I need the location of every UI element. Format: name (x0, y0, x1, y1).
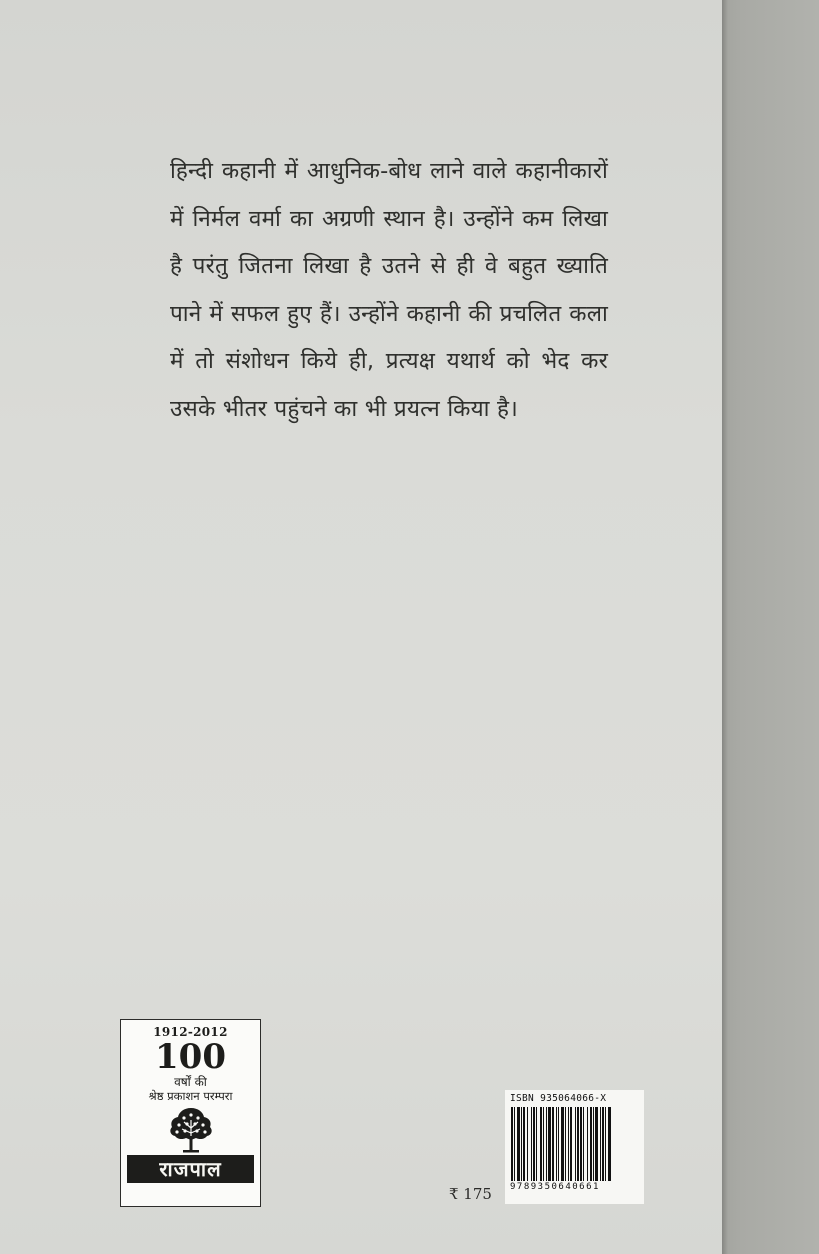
barcode-bar (580, 1107, 582, 1181)
barcode-bar (587, 1107, 588, 1181)
barcode-bar (548, 1107, 551, 1181)
barcode-bar (565, 1107, 566, 1181)
barcode-bar (527, 1107, 528, 1181)
book-spine (722, 0, 819, 1254)
spine-shadow (722, 0, 728, 1254)
barcode-bar (577, 1107, 579, 1181)
publisher-logo: राजपाल (127, 1155, 254, 1183)
barcode-bar (575, 1107, 576, 1181)
blurb-line: कहानीकारों में निर्मल वर्मा का अग्रणी स्थान है। (170, 158, 608, 232)
barcode-bar (514, 1107, 515, 1181)
blurb-line: उन्होंने कहानी की प्रचलित कला में तो संशोधन (170, 300, 608, 374)
barcode-bar (558, 1107, 559, 1181)
barcode-bar (600, 1107, 601, 1181)
barcode-bar (531, 1107, 532, 1181)
blurb-text (170, 148, 608, 433)
badge-line-1: वर्षों की (174, 1075, 207, 1089)
barcode-bars (510, 1107, 639, 1181)
barcode-bar (533, 1107, 535, 1181)
barcode-bar (552, 1107, 554, 1181)
barcode-bar (543, 1107, 544, 1181)
barcode-bar (568, 1107, 569, 1181)
blurb-line: हिन्दी कहानी में आधुनिक-बोध लाने वाले (170, 158, 507, 184)
blurb-line: पहुंचने का भी प्रयत्न किया है। (274, 395, 518, 422)
barcode-bar (602, 1107, 604, 1181)
barcode (505, 1090, 644, 1204)
barcode-bar (590, 1107, 592, 1181)
isbn-text: ISBN 935064066-X (510, 1093, 607, 1104)
barcode-bar (511, 1107, 513, 1181)
badge-number: 100 (155, 1037, 226, 1077)
blurb-line: किये ही, प्रत्यक्ष यथार्थ को भेद कर उसके भीतर (170, 348, 608, 422)
ean-number: 9789350640661 (510, 1182, 600, 1192)
tree-icon (166, 1106, 216, 1154)
barcode-bar (546, 1107, 547, 1181)
blurb-line: उन्होंने कम लिखा है परंतु जितना लिखा है उतने (170, 205, 608, 279)
barcode-bar (561, 1107, 564, 1181)
blurb-line: से ही वे बहुत ख्याति पाने में सफल हुए हैं। (170, 253, 608, 327)
barcode-bar (523, 1107, 525, 1181)
centenary-badge (120, 1019, 261, 1207)
barcode-bar (521, 1107, 522, 1181)
badge-years: 1912-2012 (153, 1025, 228, 1039)
price-label: ₹ 175 (449, 1185, 492, 1203)
barcode-bar (540, 1107, 542, 1181)
barcode-bar (605, 1107, 606, 1181)
badge-line-2: श्रेष्ठ प्रकाशन परम्परा (148, 1089, 233, 1103)
barcode-bar (536, 1107, 537, 1181)
barcode-bar (595, 1107, 598, 1181)
barcode-bar (593, 1107, 594, 1181)
barcode-bar (608, 1107, 611, 1181)
barcode-bar (583, 1107, 584, 1181)
barcode-bar (556, 1107, 557, 1181)
barcode-bar (517, 1107, 520, 1181)
barcode-bar (570, 1107, 572, 1181)
